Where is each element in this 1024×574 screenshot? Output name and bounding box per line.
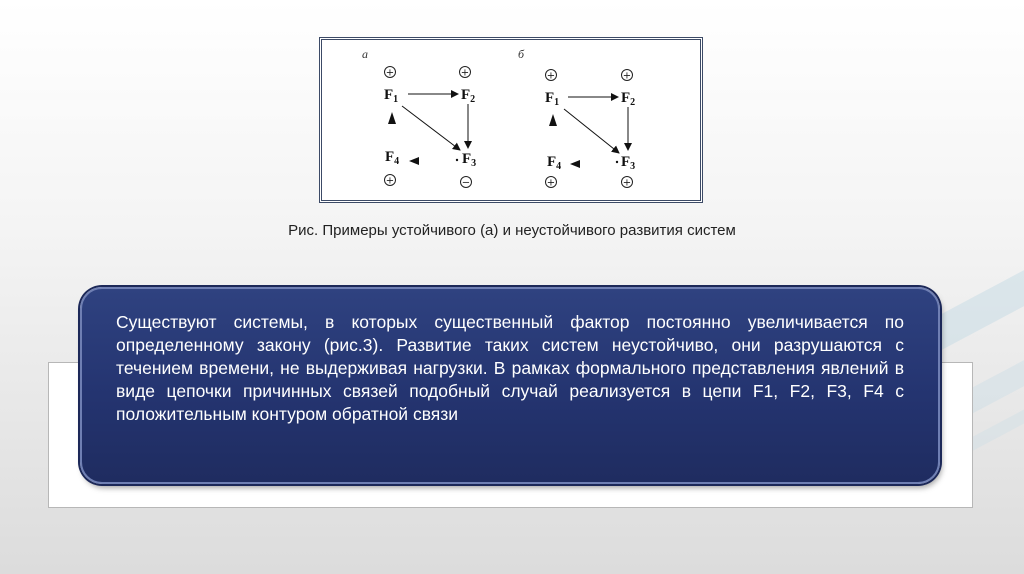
panel-a-arrow-f1-f3 bbox=[402, 106, 460, 150]
panel-b-node-f2: $F_2$ bbox=[621, 90, 636, 108]
panel-a-sign-bottom-right bbox=[461, 177, 472, 189]
panel-b-sign-bottom-left bbox=[546, 177, 557, 189]
svg-text:+: + bbox=[385, 67, 395, 79]
panel-b-sign-top-left bbox=[546, 70, 557, 82]
panel-b-dot bbox=[616, 161, 618, 163]
text-card bbox=[80, 287, 940, 484]
body-paragraph: Существуют системы, в которых существенный фактор постоянно увеличивается по определенному закону (рис.3). Развитие таких систем неустойчиво, они разрушаются с течением времени, не выдерживая нагрузки. В рамках формального представления явлений в виде цепочки причинных связей подобный случай реализуется в цепи F1, F2, F3, F4 с положительным контуром обратной связи bbox=[116, 312, 904, 424]
panel-b-arrowhead-f4 bbox=[570, 160, 580, 168]
panel-b-node-f1: $F_1$ bbox=[545, 90, 560, 108]
panel-b-node-f3: $F_3$ bbox=[621, 154, 636, 172]
panel-b-sign-top-right bbox=[622, 70, 633, 82]
panel-a-label: а bbox=[362, 47, 368, 61]
panel-a-node-f1: $F_1$ bbox=[384, 87, 399, 105]
panel-a-node-f3: $F_3$ bbox=[462, 151, 477, 169]
panel-a-arrowhead-f1 bbox=[388, 112, 396, 124]
panel-a-dot bbox=[456, 159, 458, 161]
panel-b-arrow-f1-f3 bbox=[564, 109, 619, 153]
svg-text:+: + bbox=[622, 70, 632, 82]
feedback-diagram bbox=[322, 40, 700, 200]
panel-a-sign-top-left bbox=[385, 67, 396, 79]
svg-text:+: + bbox=[460, 67, 470, 79]
panel-a-sign-bottom-left bbox=[385, 175, 396, 187]
figure-caption: Рис. Примеры устойчивого (а) и неустойчивого развития систем bbox=[288, 222, 736, 239]
decor-stripe bbox=[964, 360, 1024, 418]
panel-a-node-f4: $F_4$ bbox=[385, 149, 400, 167]
panel-a bbox=[362, 47, 476, 189]
decor-stripe bbox=[934, 270, 1024, 354]
panel-b-arrowhead-f1 bbox=[549, 114, 557, 126]
panel-b-node-f4: $F_4$ bbox=[547, 154, 562, 172]
panel-a-sign-top-right bbox=[460, 67, 471, 79]
svg-text:+: + bbox=[385, 175, 395, 187]
svg-text:+: + bbox=[546, 70, 556, 82]
panel-b-label: б bbox=[518, 47, 525, 61]
panel-b-sign-bottom-right bbox=[622, 177, 633, 189]
panel-a-node-f2: $F_2$ bbox=[461, 87, 476, 105]
svg-text:+: + bbox=[622, 177, 632, 189]
panel-a-arrowhead-f4 bbox=[409, 157, 419, 165]
panel-b bbox=[518, 47, 635, 189]
svg-text:−: − bbox=[461, 177, 471, 189]
figure-frame bbox=[319, 37, 703, 203]
svg-text:+: + bbox=[546, 177, 556, 189]
